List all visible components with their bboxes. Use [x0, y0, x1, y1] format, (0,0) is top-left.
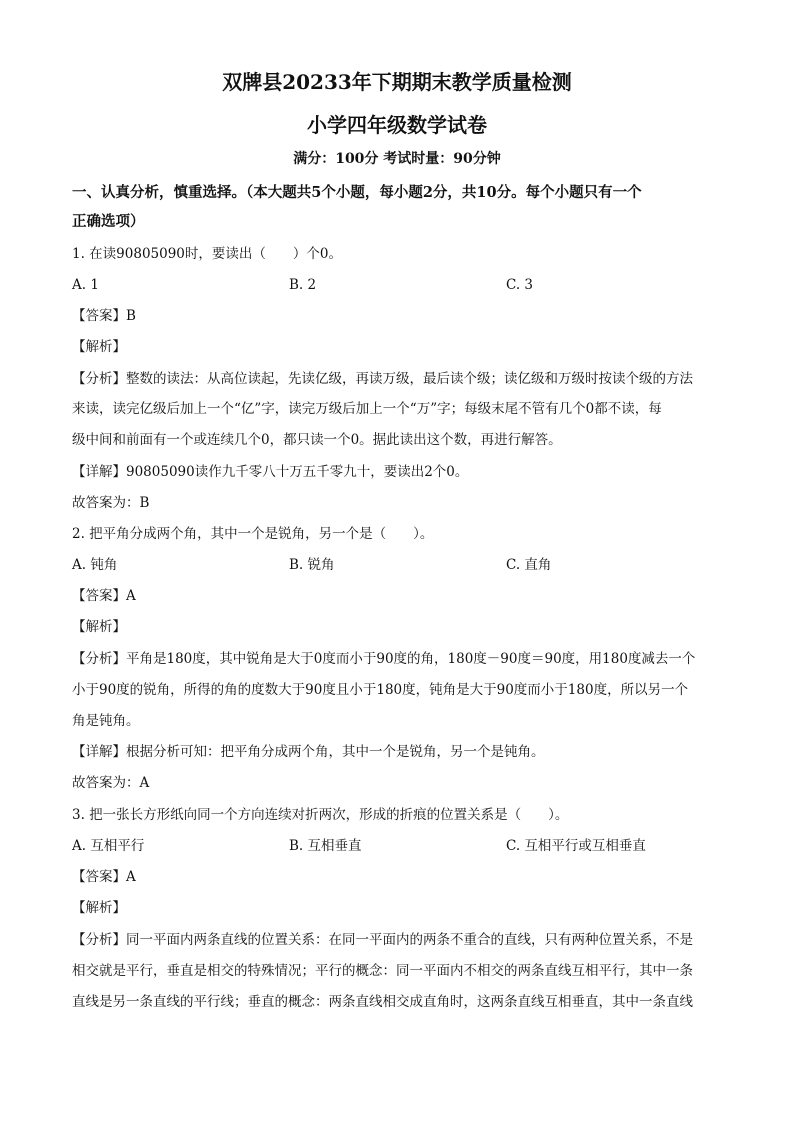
question-2-analysis: 【分析】平角是180度，其中锐角是大于0度而小于90度的角，180度－90度＝90度，用180度减去一个 — [72, 651, 696, 667]
section-heading-cont: 正确选项） — [72, 213, 145, 230]
question-1-option-c: C. 3 — [506, 277, 534, 293]
question-2-jiexi: 【解析】 — [72, 619, 126, 635]
question-1-option-a: A. 1 — [72, 277, 99, 293]
question-2-final-answer: 故答案为：A — [72, 775, 150, 791]
question-2-analysis: 小于90度的锐角，所得的角的度数大于90度且小于180度，钝角是大于90度而小于180度，所以另一个 — [72, 682, 689, 698]
question-2-answer: 【答案】A — [72, 588, 136, 604]
question-1-analysis: 【分析】整数的读法：从高位读起，先读亿级，再读万级，最后读个级；读亿级和万级时按读个级的方法 — [72, 371, 693, 387]
question-3-option-a: A. 互相平行 — [72, 838, 145, 854]
question-1-analysis: 级中间和前面有一个或连续几个0，都只读一个0。据此读出这个数，再进行解答。 — [72, 432, 562, 448]
question-2-option-c: C. 直角 — [506, 557, 552, 573]
question-1-detail: 【详解】90805090读作九千零八十万五千零九十，要读出2个0。 — [72, 464, 469, 480]
question-1-option-b: B. 2 — [289, 277, 317, 293]
question-1-answer: 【答案】B — [72, 308, 136, 324]
question-3-option-b: B. 互相垂直 — [289, 838, 362, 854]
score-info: 满分：100分 考试时量：90分钟 — [293, 151, 501, 167]
question-2-stem: 2. 把平角分成两个角，其中一个是锐角，另一个是（ ）。 — [72, 526, 434, 542]
exam-subtitle: 小学四年级数学试卷 — [307, 113, 487, 137]
section-heading: 一、认真分析，慎重选择。（本大题共5个小题，每小题2分，共10分。每个小题只有一个 — [72, 184, 642, 201]
question-2-detail: 【详解】根据分析可知：把平角分成两个角，其中一个是锐角，另一个是钝角。 — [72, 744, 545, 760]
question-2-analysis: 角是钝角。 — [72, 713, 140, 729]
question-2-option-a: A. 钝角 — [72, 557, 118, 573]
question-2-option-b: B. 锐角 — [289, 557, 335, 573]
question-3-analysis: 【分析】同一平面内两条直线的位置关系：在同一平面内的两条不重合的直线，只有两种位置关系，不是 — [72, 932, 693, 948]
question-1-jiexi: 【解析】 — [72, 339, 126, 355]
question-3-stem: 3. 把一张长方形纸向同一个方向连续对折两次，形成的折痕的位置关系是（ ）。 — [72, 807, 569, 823]
question-3-analysis: 直线是另一条直线的平行线；垂直的概念：两条直线相交成直角时，这两条直线互相垂直，其中一条直线 — [72, 994, 693, 1010]
question-3-jiexi: 【解析】 — [72, 900, 126, 916]
question-1-final-answer: 故答案为：B — [72, 495, 150, 511]
question-3-answer: 【答案】A — [72, 869, 136, 885]
question-1-stem: 1. 在读90805090时，要读出（ ）个0。 — [72, 246, 342, 262]
question-3-option-c: C. 互相平行或互相垂直 — [506, 838, 646, 854]
question-1-analysis: 来读，读完亿级后加上一个“亿”字，读完万级后加上一个“万”字；每级末尾不管有几个0都不读，每 — [72, 401, 662, 417]
question-3-analysis: 相交就是平行，垂直是相交的特殊情况；平行的概念：同一平面内不相交的两条直线互相平行，其中一条 — [72, 963, 693, 979]
exam-title: 双牌县20233年下期期末教学质量检测 — [222, 70, 572, 94]
